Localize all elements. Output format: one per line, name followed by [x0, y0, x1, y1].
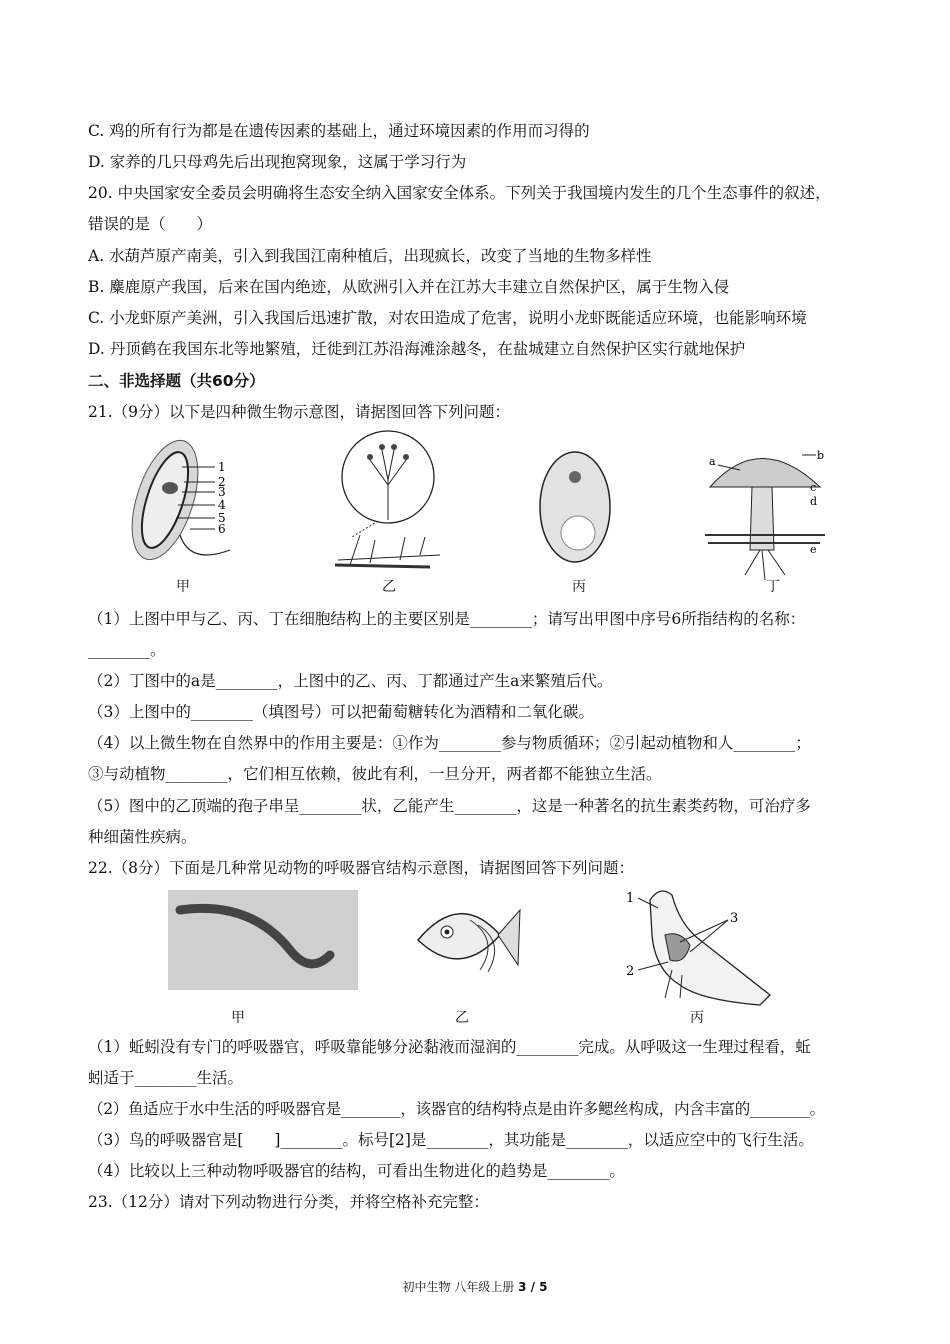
q22-part1-cont: 蚓适于________生活。: [88, 1069, 244, 1087]
option-20d: D. 丹顶鹤在我国东北等地繁殖，迁徙到江苏沿海滩涂越冬，在盐城建立自然保护区实行就地保护: [88, 340, 746, 358]
jia-label-2: 2: [218, 475, 226, 489]
question-20-stem-cont: 错误的是（ ）: [88, 215, 213, 233]
footer-title: 初中生物 八年级上册: [402, 1280, 519, 1294]
caption-fig2-bing: 丙: [690, 1010, 704, 1026]
jia-label-4: 4: [218, 498, 226, 512]
q21-part4: （4）以上微生物在自然界中的作用主要是：①作为________参与物质循环；②引起动植物和人________；: [88, 734, 811, 752]
caption-fig2-yi: 乙: [455, 1010, 469, 1026]
question-22-stem: 22.（8分）下面是几种常见动物的呼吸器官结构示意图，请据图回答下列问题：: [88, 859, 635, 877]
ding-label-a: a: [709, 455, 716, 468]
question-23-stem: 23.（12分）请对下列动物进行分类，并将空格补充完整：: [88, 1193, 489, 1211]
caption-yi: 乙: [382, 579, 396, 595]
ding-label-d: d: [810, 495, 818, 508]
jia-label-6: 6: [218, 522, 226, 536]
jia-label-1: 1: [218, 460, 226, 474]
caption-ding: 丁: [766, 579, 780, 595]
option-20a: A. 水葫芦原产南美，引入到我国江南种植后，出现疯长，改变了当地的生物多样性: [88, 247, 652, 265]
q22-part4: （4）比较以上三种动物呼吸器官的结构，可看出生物进化的趋势是________。: [88, 1162, 625, 1180]
bacterium-drawing: [119, 432, 230, 567]
q22-part3: （3）鸟的呼吸器官是[ ]________。标号[2]是________，其功能是________，以适应空中的飞行生活。: [88, 1131, 814, 1149]
penicillium-drawing: [335, 431, 440, 567]
caption-jia: 甲: [176, 579, 190, 595]
q21-part1: （1）上图中甲与乙、丙、丁在细胞结构上的主要区别是________；请写出甲图中序号6所指结构的名称：: [88, 610, 806, 628]
bird-label-2: 2: [626, 964, 635, 979]
q21-part1-cont: ________。: [88, 641, 166, 659]
option-19c: C. 鸡的所有行为都是在遗传因素的基础上，通过环境因素的作用而习得的: [88, 122, 590, 140]
mushroom-drawing: [705, 455, 825, 580]
q22-part2: （2）鱼适应于水中生活的呼吸器官是________，该器官的结构特点是由许多鳃丝构成，内含丰富的________。: [88, 1100, 825, 1118]
ding-label-e: e: [810, 543, 817, 556]
microorganism-figure: [120, 425, 825, 600]
caption-bing: 丙: [572, 579, 586, 595]
section-heading: 二、非选择题（共60分）: [88, 372, 265, 390]
q21-part5: （5）图中的乙顶端的孢子串呈________状，乙能产生________，这是一种著名的抗生素类药物，可治疗多: [88, 797, 811, 815]
q21-part3: （3）上图中的________（填图号）可以把葡萄糖转化为酒精和二氧化碳。: [88, 703, 594, 721]
respiratory-figure: [160, 880, 800, 1025]
q21-part4-cont: ③与动植物________，它们相互依赖，彼此有利，一旦分开，两者都不能独立生活。: [88, 765, 662, 783]
option-20b: B. 麋鹿原产我国，后来在国内绝迹，从欧洲引入并在江苏大丰建立自然保护区，属于生物入侵: [88, 278, 730, 296]
option-19d: D. 家养的几只母鸡先后出现抱窝现象，这属于学习行为: [88, 153, 467, 171]
question-21-stem: 21.（9分）以下是四种微生物示意图，请据图回答下列问题：: [88, 403, 511, 421]
ding-label-c: c: [810, 481, 817, 494]
q22-part1: （1）蚯蚓没有专门的呼吸器官，呼吸靠能够分泌黏液而湿润的________完成。从呼吸这一生理过程看，蚯: [88, 1038, 811, 1056]
earthworm-drawing: [168, 890, 358, 990]
q21-part2: （2）丁图中的a是________，上图中的乙、丙、丁都通过产生a来繁殖后代。: [88, 672, 613, 690]
bird-label-3: 3: [730, 911, 739, 926]
q21-part5-cont: 种细菌性疾病。: [88, 828, 197, 846]
fish-drawing: [418, 910, 520, 972]
pigeon-drawing: [638, 891, 770, 1005]
ding-label-b: b: [817, 449, 825, 462]
bird-label-1: 1: [626, 891, 635, 906]
caption-fig2-jia: 甲: [231, 1010, 245, 1026]
jia-label-5: 5: [218, 511, 226, 525]
page-number: 3 / 5: [518, 1280, 548, 1294]
jia-label-3: 3: [218, 485, 226, 499]
page-footer: [0, 1278, 950, 1295]
option-20c: C. 小龙虾原产美洲，引入我国后迅速扩散，对农田造成了危害，说明小龙虾既能适应环境，也能影响环境: [88, 309, 807, 327]
question-20-stem: 20. 中央国家安全委员会明确将生态安全纳入国家安全体系。下列关于我国境内发生的几个生态事件的叙述，: [88, 184, 831, 202]
yeast-drawing: [540, 452, 610, 562]
